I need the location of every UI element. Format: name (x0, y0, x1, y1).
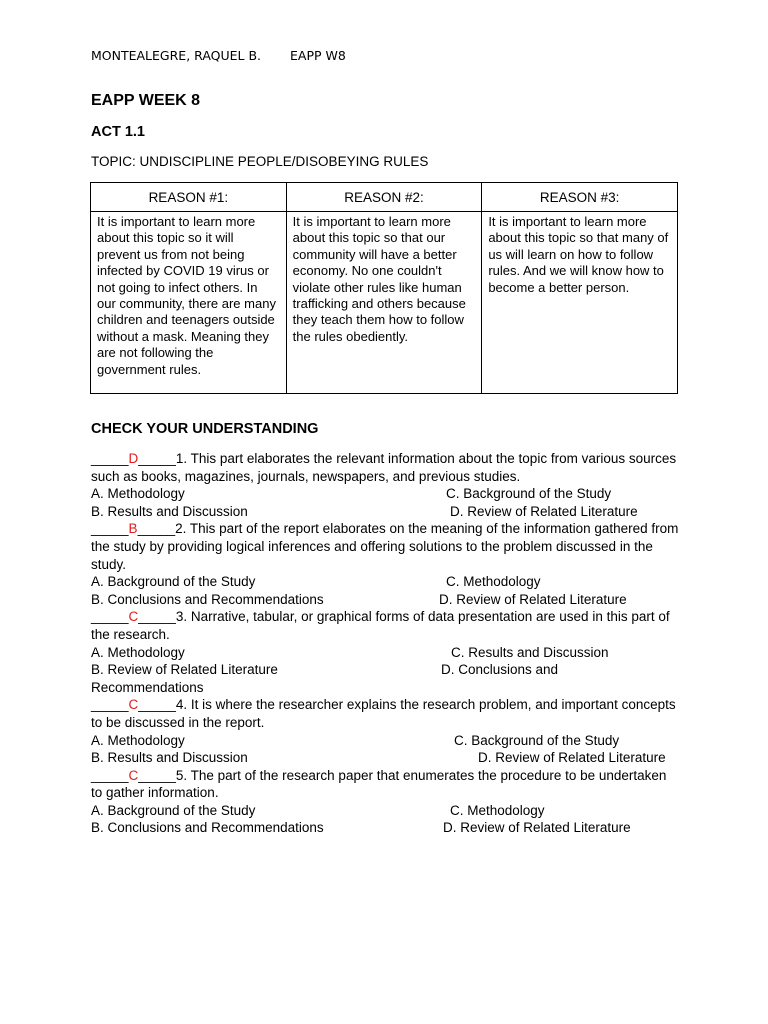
option-c: C. Methodology (446, 574, 541, 590)
question-item (91, 696, 681, 766)
option-c: C. Methodology (450, 802, 545, 818)
question-item (91, 608, 681, 696)
answer-letter: D (128, 451, 139, 466)
option-b: B. Review of Related Literature (91, 662, 278, 678)
answer-blank-right: _____ (137, 521, 176, 537)
answer-blank-left: _____ (91, 767, 129, 783)
reason-cell-2: It is important to learn more about this topic so that our community will have a better economy. No one couldn't violate other rules like human trafficking and others because they teach them how to follow the rules obediently. (286, 212, 482, 394)
option-d: D. Review of Related Literature (478, 750, 666, 766)
question-item (91, 767, 681, 837)
reason-cell-1: It is important to learn more about this topic so it will prevent us from not being infected by COVID 19 virus or not going to infect others. In our community, there are many children and teenagers outside without a mask. Meaning they are not following the government rules. (91, 212, 287, 394)
question-text: 3. Narrative, tabular, or graphical forms of data presentation are used in this part of the research. (91, 609, 670, 642)
question-list (91, 450, 681, 837)
reasons-body-row (91, 212, 678, 394)
option-b: B. Results and Discussion (91, 750, 248, 766)
answer-blank-right: _____ (138, 609, 176, 625)
options-row (91, 591, 681, 609)
answer-blank-left: _____ (91, 451, 129, 466)
options-row (91, 661, 681, 679)
answer-blank-left: _____ (91, 609, 129, 625)
topic-line: TOPIC: UNDISCIPLINE PEOPLE/DISOBEYING RULES (91, 154, 429, 169)
question-stem (91, 520, 681, 573)
answer-letter: C (128, 767, 139, 783)
reason-header-1: REASON #1: (91, 183, 287, 212)
option-b: B. Conclusions and Recommendations (91, 820, 324, 836)
reason-header-3: REASON #3: (482, 183, 678, 212)
option-c: C. Background of the Study (446, 486, 612, 502)
option-c: C. Background of the Study (454, 732, 620, 748)
options-row (91, 485, 681, 503)
option-b: B. Results and Discussion (91, 503, 248, 519)
option-a: A. Background of the Study (91, 802, 256, 818)
options-row (91, 802, 681, 820)
option-b: B. Conclusions and Recommendations (91, 591, 324, 607)
options-row (91, 644, 681, 662)
options-row (91, 503, 681, 521)
question-item (91, 520, 681, 608)
answer-blank-left: _____ (91, 521, 129, 537)
option-d-continued: Recommendations (91, 679, 204, 695)
question-stem (91, 696, 681, 731)
options-row (91, 732, 681, 750)
options-row (91, 573, 681, 591)
question-stem (91, 608, 681, 643)
option-c: C. Results and Discussion (451, 644, 609, 660)
option-d: D. Review of Related Literature (450, 503, 638, 519)
options-row (91, 679, 681, 697)
option-a: A. Methodology (91, 732, 185, 748)
page-title: EAPP WEEK 8 (91, 92, 201, 109)
question-text: 2. This part of the report elaborates on the meaning of the information gathered from the study by providing logical inferences and offering solutions to the problem discussed in the study. (91, 521, 679, 572)
option-a: A. Methodology (91, 644, 185, 660)
activity-heading: ACT 1.1 (91, 124, 145, 140)
question-item (91, 450, 681, 520)
options-row (91, 749, 681, 767)
answer-blank-right: _____ (138, 451, 176, 466)
answer-letter: B (128, 521, 138, 537)
answer-letter: C (128, 697, 139, 713)
option-a: A. Methodology (91, 486, 185, 502)
reason-header-2: REASON #2: (286, 183, 482, 212)
question-text: 1. This part elaborates the relevant information about the topic from various sources such as books, magazines, journals, newspapers, and previous studies. (91, 451, 677, 484)
reasons-header-row (91, 183, 678, 212)
option-a: A. Background of the Study (91, 574, 256, 590)
question-stem (91, 450, 681, 485)
answer-blank-left: _____ (91, 697, 129, 713)
check-understanding-heading: CHECK YOUR UNDERSTANDING (91, 421, 319, 437)
reasons-table (90, 182, 678, 394)
options-row (91, 819, 681, 837)
answer-blank-right: _____ (138, 767, 176, 783)
answer-blank-right: _____ (138, 697, 176, 713)
option-d: D. Review of Related Literature (439, 591, 627, 607)
author-name: MONTEALEGRE, RAQUEL B. (91, 48, 262, 63)
answer-letter: C (128, 609, 139, 625)
option-d: D. Review of Related Literature (443, 820, 631, 836)
question-text: 4. It is where the researcher explains the research problem, and important concepts to be discussed in the report. (91, 697, 676, 730)
option-d: D. Conclusions and (441, 662, 559, 678)
assignment-code: EAPP W8 (290, 48, 346, 63)
question-stem (91, 767, 681, 802)
question-text: 5. The part of the research paper that enumerates the procedure to be undertaken to gather information. (91, 767, 667, 801)
reason-cell-3: It is important to learn more about this topic so that many of us will learn on how to follow rules. And we will know how to become a better person. (482, 212, 678, 394)
document-header (91, 48, 346, 63)
